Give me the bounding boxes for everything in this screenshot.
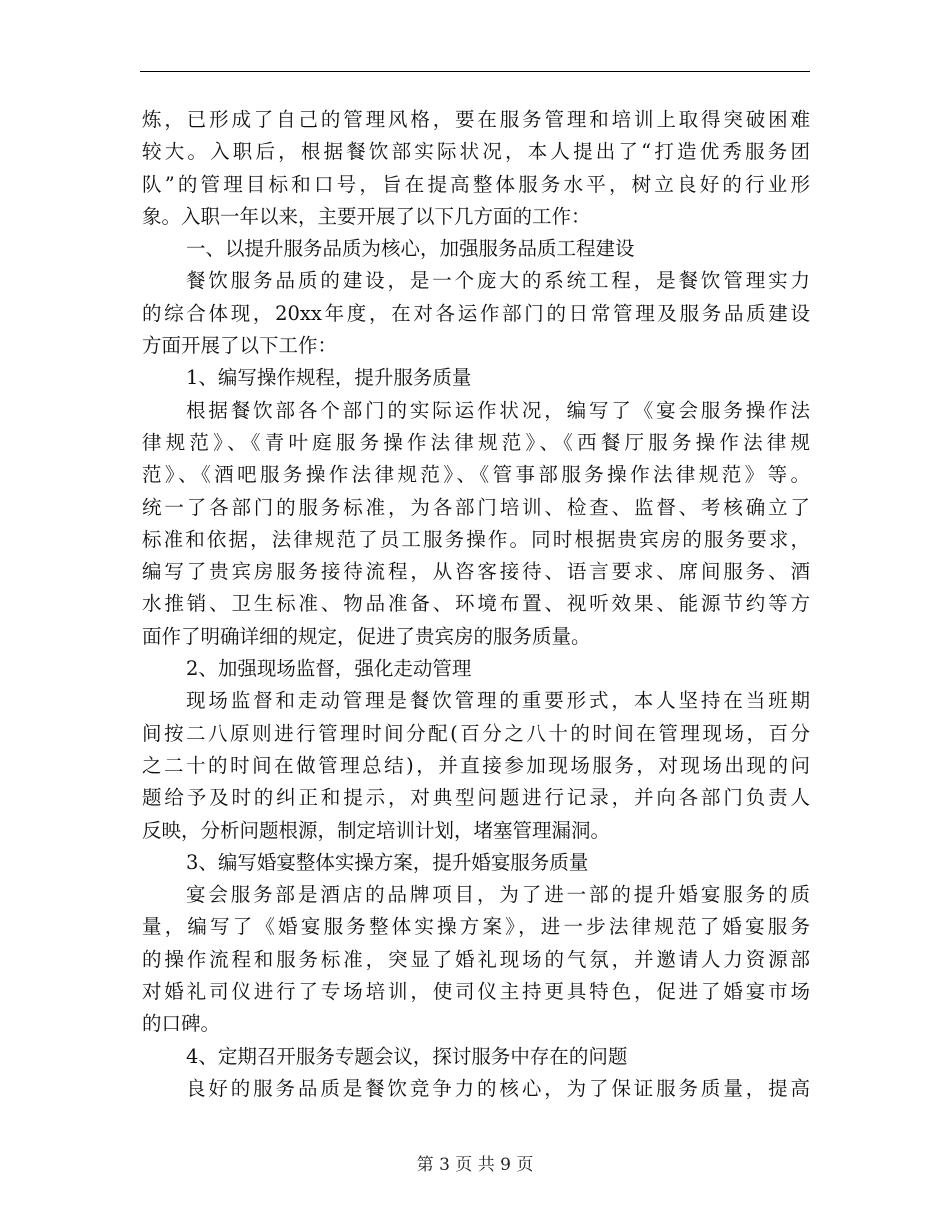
text-line: 队”的管理目标和口号，旨在提高整体服务水平，树立良好的行业形: [142, 172, 810, 196]
text-line: 水推销、卫生标准、物品准备、环境布置、视听效果、能源节约等方: [142, 592, 810, 616]
text-line: 对婚礼司仪进行了专场培训，使司仪主持更具特色，促进了婚宴市场: [142, 980, 810, 1004]
text-line: 间按二八原则进行管理时间分配(百分之八十的时间在管理现场，百分: [142, 721, 810, 745]
text-line: 的操作流程和服务标准，突显了婚礼现场的气氛，并邀请人力资源部: [142, 947, 810, 971]
section-heading: 一、以提升服务品质为核心，加强服务品质工程建设: [186, 237, 635, 261]
text-line: 统一了各部门的服务标准，为各部门培训、检查、监督、考核确立了: [142, 495, 810, 519]
text-line: 良好的服务品质是餐饮竞争力的核心，为了保证服务质量，提高: [186, 1076, 810, 1100]
section-heading: 4、定期召开服务专题会议，探讨服务中存在的问题: [186, 1044, 628, 1068]
page-number: 第 3 页 共 9 页: [416, 1155, 534, 1175]
text-line: 之二十的时间在做管理总结)，并直接参加现场服务，对现场出现的问: [142, 753, 810, 777]
header-rule: [140, 71, 810, 72]
text-line: 反映，分析问题根源，制定培训计划，堵塞管理漏洞。: [142, 818, 611, 842]
text-line: 方面开展了以下工作：: [142, 334, 338, 358]
text-line: 象。入职一年以来，主要开展了以下几方面的工作：: [142, 204, 591, 228]
text-line: 量，编写了《婚宴服务整体实操方案》，进一步法律规范了婚宴服务: [142, 915, 810, 939]
document-body: [142, 104, 810, 1105]
text-line: 餐饮服务品质的建设，是一个庞大的系统工程，是餐饮管理实力: [186, 269, 810, 293]
text-line: 宴会服务部是酒店的品牌项目，为了进一部的提升婚宴服务的质: [186, 883, 810, 907]
text-line: 的综合体现，20xx年度，在对各运作部门的日常管理及服务品质建设: [142, 301, 810, 325]
text-line: 较大。入职后，根据餐饮部实际状况，本人提出了“打造优秀服务团: [142, 140, 810, 164]
section-heading: 3、编写婚宴整体实操方案，提升婚宴服务质量: [186, 850, 589, 874]
text-line: 面作了明确详细的规定，促进了贵宾房的服务质量。: [142, 624, 591, 648]
text-line: 炼，已形成了自己的管理风格，要在服务管理和培训上取得突破困难: [142, 108, 810, 131]
section-heading: 1、编写操作规程，提升服务质量: [186, 366, 472, 390]
text-line: 根据餐饮部各个部门的实际运作状况，编写了《宴会服务操作法: [186, 398, 810, 422]
text-line: 范》、《酒吧服务操作法律规范》、《管事部服务操作法律规范》等。: [142, 463, 810, 487]
text-line: 标准和依据，法律规范了员工服务操作。同时根据贵宾房的服务要求，: [142, 527, 810, 551]
text-line: 律规范》、《青叶庭服务操作法律规范》、《西餐厅服务操作法律规: [142, 430, 810, 454]
section-heading: 2、加强现场监督，强化走动管理: [186, 657, 472, 681]
text-line: 现场监督和走动管理是餐饮管理的重要形式，本人坚持在当班期: [186, 689, 810, 713]
text-line: 题给予及时的纠正和提示，对典型问题进行记录，并向各部门负责人: [142, 786, 810, 810]
text-line: 的口碑。: [142, 1012, 221, 1036]
text-line: 编写了贵宾房服务接待流程，从咨客接待、语言要求、席间服务、酒: [142, 560, 810, 584]
